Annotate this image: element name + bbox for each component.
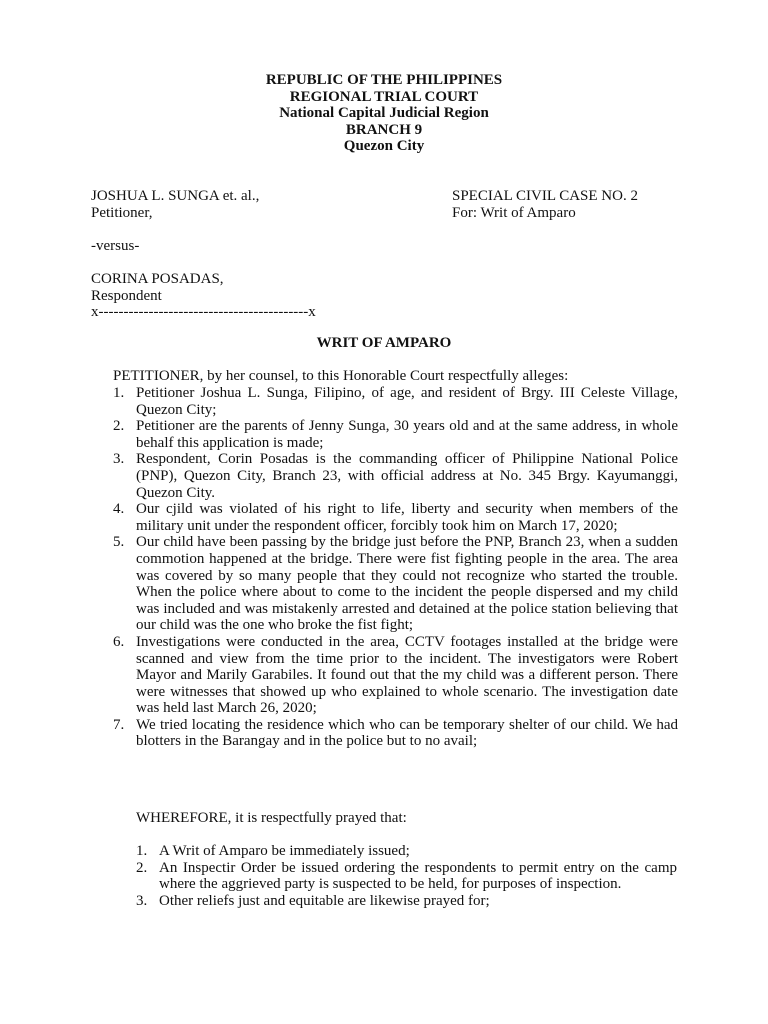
item-text: An Inspectir Order be issued ordering the respondents to permit entry on the camp where the aggrieved party is suspected to be held, for purposes of inspection. — [159, 859, 677, 893]
allegations-list — [113, 385, 678, 750]
list-item — [113, 534, 678, 634]
header-branch: BRANCH 9 — [345, 121, 423, 138]
item-number: 4. — [113, 501, 125, 518]
list-item — [113, 717, 678, 750]
header-region: National Capital Judicial Region — [279, 105, 489, 122]
item-text: Our cjild was violated of his right to life, liberty and security when members of the military unit under the respondent officer, forcibly took him on March 17, 2020; — [136, 501, 678, 534]
item-number: 1. — [136, 843, 148, 859]
item-number: 7. — [113, 716, 125, 733]
prayer-list — [136, 843, 677, 909]
respondent-label: Respondent — [91, 287, 162, 304]
intro-paragraph: PETITIONER, by her counsel, to this Honorable Court respectfully alleges: — [113, 368, 569, 384]
petitioner-name: JOSHUA L. SUNGA et. al., — [91, 188, 260, 204]
item-text: Other reliefs just and equitable are likewise prayed for; — [159, 892, 490, 909]
item-text: We tried locating the residence which who can be temporary shelter of our child. We had blotters in the Barangay and in the police but to no avail; — [136, 716, 678, 750]
wherefore-paragraph: WHEREFORE, it is respectfully prayed that: — [136, 810, 407, 826]
list-item — [113, 418, 678, 451]
item-number: 2. — [136, 859, 148, 876]
header-republic: REPUBLIC OF THE PHILIPPINES — [265, 72, 503, 88]
header-court: REGIONAL TRIAL COURT — [289, 88, 479, 105]
header-city: Quezon City — [343, 138, 425, 155]
case-number: SPECIAL CIVIL CASE NO. 2 — [452, 188, 638, 204]
petitioner-label: Petitioner, — [91, 204, 153, 221]
versus-label: -versus- — [91, 237, 140, 254]
item-text: A Writ of Amparo be immediately issued; — [159, 843, 410, 859]
item-text: Investigations were conducted in the area, CCTV footages installed at the bridge were scanned and view from the time prior to the incident. The investigators were Robert Mayor and Marily Garabiles. It found out that the my child was a different person. There were witnesses that showed up who explained to whole scenario. The investigation date was held last March 26, 2020; — [136, 633, 678, 717]
item-text: Petitioner are the parents of Jenny Sunga, 30 years old and at the same address, in whole behalf this application is made; — [136, 418, 678, 451]
respondent-name: CORINA POSADAS, — [91, 270, 224, 287]
item-number: 3. — [136, 892, 148, 909]
document-title: WRIT OF AMPARO — [316, 335, 452, 351]
item-number: 1. — [113, 385, 125, 401]
caption-separator: x------------------------------------------x — [91, 304, 316, 321]
item-text: Petitioner Joshua L. Sunga, Filipino, of age, and resident of Brgy. III Celeste Village, Quezon City; — [136, 385, 678, 418]
list-item — [113, 501, 678, 534]
case-type: For: Writ of Amparo — [452, 204, 576, 221]
item-text: Our child have been passing by the bridge just before the PNP, Branch 23, when a sudden commotion happened at the bridge. There were fist fighting people in the area. The area was covered by so many people that they could not recognize who started the trouble. When the police where about to come to the incident the people dispersed and my child was included and was mistakenly arrested and detained at the police station believing that our child was the one who broke the fist fight; — [136, 534, 678, 634]
item-number: 2. — [113, 418, 125, 435]
list-item — [136, 860, 677, 893]
list-item — [113, 451, 678, 501]
list-item — [136, 843, 677, 860]
list-item — [136, 893, 677, 910]
court-header — [0, 72, 768, 155]
list-item — [113, 634, 678, 717]
item-number: 3. — [113, 451, 125, 468]
item-number: 5. — [113, 534, 125, 551]
list-item — [113, 385, 678, 418]
case-caption — [91, 188, 691, 321]
item-number: 6. — [113, 633, 125, 650]
item-text: Respondent, Corin Posadas is the commanding officer of Philippine National Police (PNP), Quezon City, Branch 23, with official address at No. 345 Brgy. Kayumanggi, Quezon City. — [136, 451, 678, 501]
